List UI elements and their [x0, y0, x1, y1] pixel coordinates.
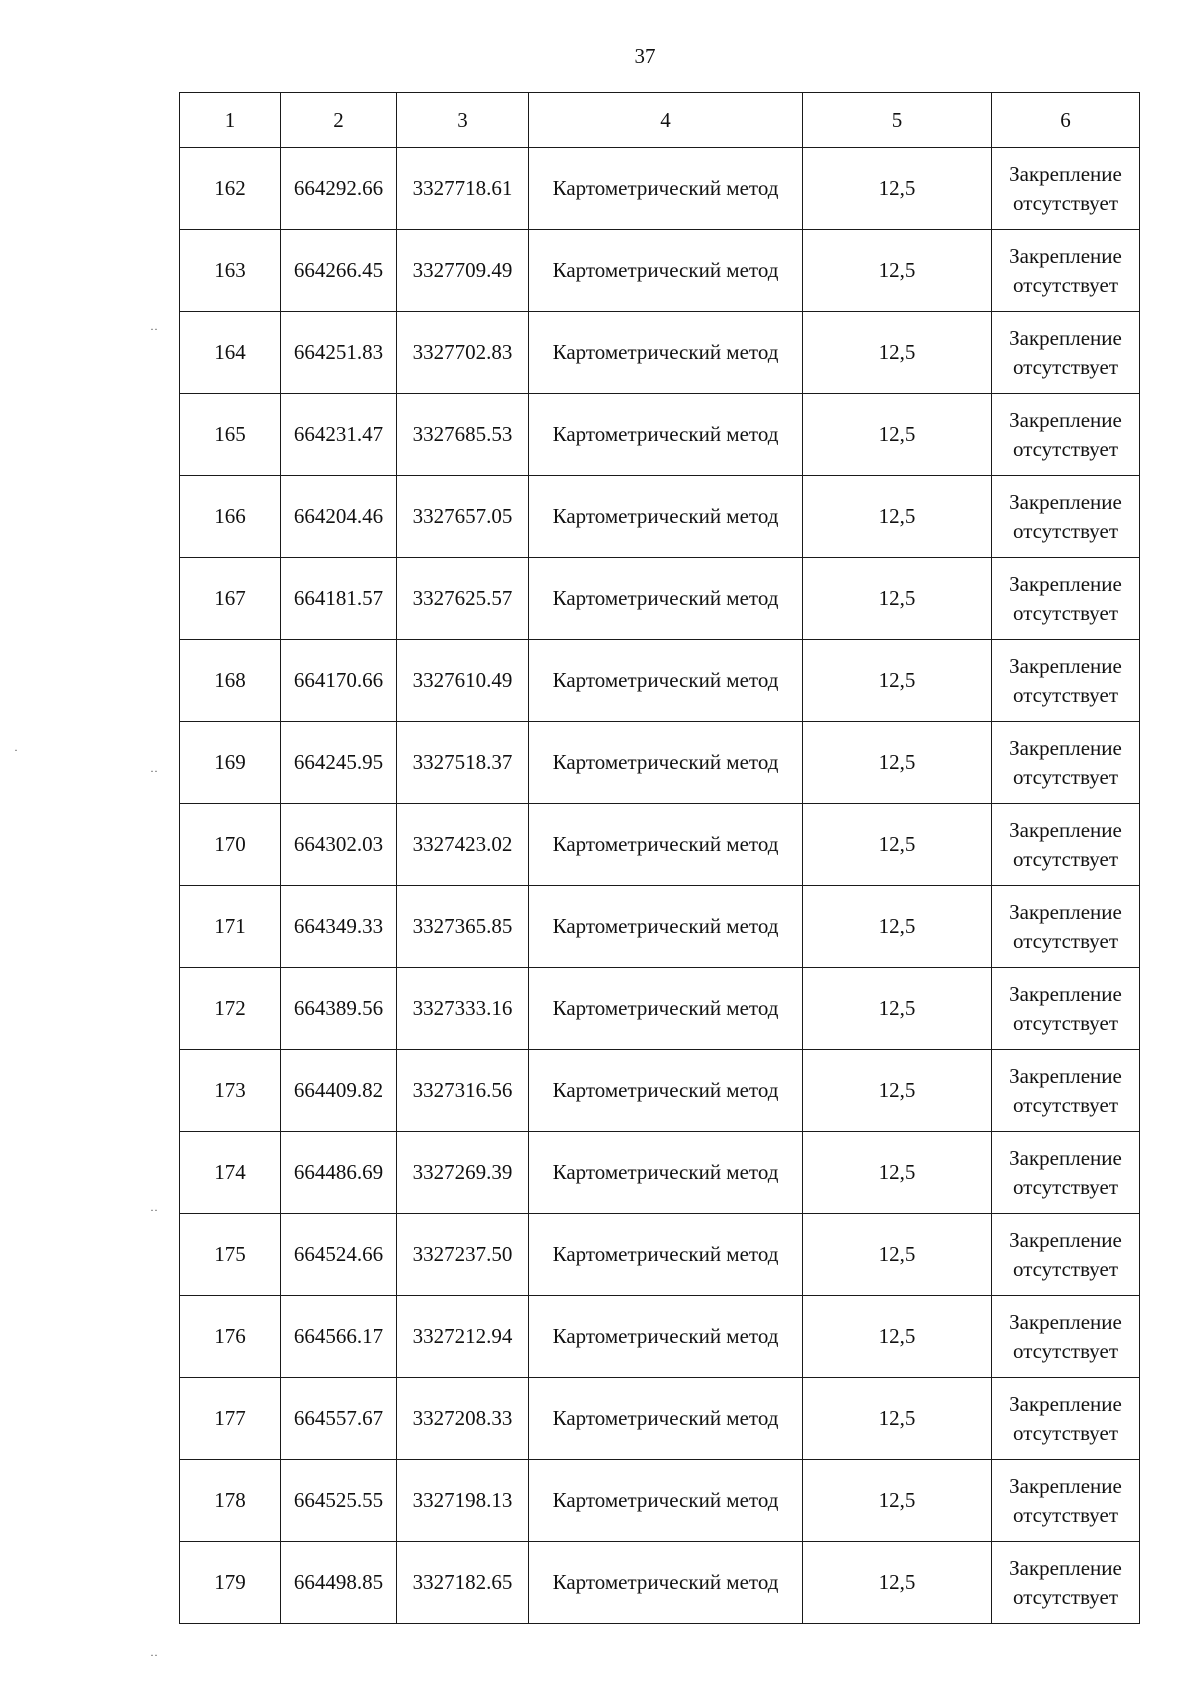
y-coordinate-cell: 3327685.53	[397, 394, 529, 476]
accuracy-cell: 12,5	[803, 640, 992, 722]
point-number-cell: 174	[180, 1132, 281, 1214]
accuracy-cell: 12,5	[803, 1460, 992, 1542]
y-coordinate-cell: 3327657.05	[397, 476, 529, 558]
table-row	[180, 394, 1140, 476]
point-number-cell: 164	[180, 312, 281, 394]
method-cell: Картометрический метод	[529, 804, 803, 886]
fixing-cell: Закрепление отсутствует	[992, 1132, 1140, 1214]
point-number-cell: 165	[180, 394, 281, 476]
table-row	[180, 1378, 1140, 1460]
table-header-row	[180, 93, 1140, 148]
x-coordinate-cell: 664409.82	[281, 1050, 397, 1132]
point-number-cell: 178	[180, 1460, 281, 1542]
y-coordinate-cell: 3327269.39	[397, 1132, 529, 1214]
y-coordinate-cell: 3327212.94	[397, 1296, 529, 1378]
y-coordinate-cell: 3327610.49	[397, 640, 529, 722]
y-coordinate-cell: 3327625.57	[397, 558, 529, 640]
fixing-cell: Закрепление отсутствует	[992, 312, 1140, 394]
accuracy-cell: 12,5	[803, 1296, 992, 1378]
scan-speck: ··	[150, 764, 158, 778]
point-number-cell: 175	[180, 1214, 281, 1296]
fixing-cell: Закрепление отсутствует	[992, 968, 1140, 1050]
page-number: 37	[634, 44, 656, 68]
y-coordinate-cell: 3327709.49	[397, 230, 529, 312]
x-coordinate-cell: 664292.66	[281, 148, 397, 230]
scan-speck: ··	[150, 1648, 158, 1662]
fixing-cell: Закрепление отсутствует	[992, 1378, 1140, 1460]
y-coordinate-cell: 3327365.85	[397, 886, 529, 968]
x-coordinate-cell: 664266.45	[281, 230, 397, 312]
point-number-cell: 179	[180, 1542, 281, 1624]
header-cell-4: 4	[529, 93, 803, 148]
accuracy-cell: 12,5	[803, 722, 992, 804]
y-coordinate-cell: 3327518.37	[397, 722, 529, 804]
fixing-cell: Закрепление отсутствует	[992, 886, 1140, 968]
accuracy-cell: 12,5	[803, 558, 992, 640]
point-number-cell: 163	[180, 230, 281, 312]
x-coordinate-cell: 664349.33	[281, 886, 397, 968]
scan-speck: ·	[14, 743, 18, 757]
x-coordinate-cell: 664251.83	[281, 312, 397, 394]
point-number-cell: 177	[180, 1378, 281, 1460]
method-cell: Картометрический метод	[529, 1378, 803, 1460]
table-row	[180, 1214, 1140, 1296]
y-coordinate-cell: 3327333.16	[397, 968, 529, 1050]
table-row	[180, 148, 1140, 230]
header-cell-5: 5	[803, 93, 992, 148]
accuracy-cell: 12,5	[803, 804, 992, 886]
accuracy-cell: 12,5	[803, 1378, 992, 1460]
point-number-cell: 169	[180, 722, 281, 804]
method-cell: Картометрический метод	[529, 722, 803, 804]
x-coordinate-cell: 664389.56	[281, 968, 397, 1050]
fixing-cell: Закрепление отсутствует	[992, 722, 1140, 804]
table-row	[180, 1050, 1140, 1132]
accuracy-cell: 12,5	[803, 394, 992, 476]
fixing-cell: Закрепление отсутствует	[992, 1460, 1140, 1542]
point-number-cell: 171	[180, 886, 281, 968]
table-row	[180, 1460, 1140, 1542]
y-coordinate-cell: 3327208.33	[397, 1378, 529, 1460]
table-row	[180, 476, 1140, 558]
method-cell: Картометрический метод	[529, 1460, 803, 1542]
header-cell-2: 2	[281, 93, 397, 148]
fixing-cell: Закрепление отсутствует	[992, 476, 1140, 558]
fixing-cell: Закрепление отсутствует	[992, 1214, 1140, 1296]
accuracy-cell: 12,5	[803, 1542, 992, 1624]
accuracy-cell: 12,5	[803, 968, 992, 1050]
fixing-cell: Закрепление отсутствует	[992, 148, 1140, 230]
table-row	[180, 804, 1140, 886]
fixing-cell: Закрепление отсутствует	[992, 394, 1140, 476]
x-coordinate-cell: 664231.47	[281, 394, 397, 476]
method-cell: Картометрический метод	[529, 1214, 803, 1296]
accuracy-cell: 12,5	[803, 476, 992, 558]
table-row	[180, 1542, 1140, 1624]
method-cell: Картометрический метод	[529, 886, 803, 968]
table-row	[180, 640, 1140, 722]
table-row	[180, 558, 1140, 640]
method-cell: Картометрический метод	[529, 394, 803, 476]
accuracy-cell: 12,5	[803, 1050, 992, 1132]
scan-speck: ··	[150, 322, 158, 336]
y-coordinate-cell: 3327316.56	[397, 1050, 529, 1132]
fixing-cell: Закрепление отсутствует	[992, 804, 1140, 886]
method-cell: Картометрический метод	[529, 968, 803, 1050]
y-coordinate-cell: 3327702.83	[397, 312, 529, 394]
accuracy-cell: 12,5	[803, 230, 992, 312]
header-cell-6: 6	[992, 93, 1140, 148]
table-row	[180, 722, 1140, 804]
header-cell-1: 1	[180, 93, 281, 148]
x-coordinate-cell: 664566.17	[281, 1296, 397, 1378]
table-row	[180, 1296, 1140, 1378]
point-number-cell: 168	[180, 640, 281, 722]
fixing-cell: Закрепление отсутствует	[992, 640, 1140, 722]
fixing-cell: Закрепление отсутствует	[992, 230, 1140, 312]
point-number-cell: 167	[180, 558, 281, 640]
point-number-cell: 166	[180, 476, 281, 558]
method-cell: Картометрический метод	[529, 312, 803, 394]
x-coordinate-cell: 664498.85	[281, 1542, 397, 1624]
scan-speck: ··	[150, 1203, 158, 1217]
y-coordinate-cell: 3327718.61	[397, 148, 529, 230]
coordinates-table	[179, 92, 1140, 1624]
method-cell: Картометрический метод	[529, 230, 803, 312]
accuracy-cell: 12,5	[803, 886, 992, 968]
x-coordinate-cell: 664486.69	[281, 1132, 397, 1214]
x-coordinate-cell: 664181.57	[281, 558, 397, 640]
method-cell: Картометрический метод	[529, 1132, 803, 1214]
fixing-cell: Закрепление отсутствует	[992, 558, 1140, 640]
fixing-cell: Закрепление отсутствует	[992, 1296, 1140, 1378]
x-coordinate-cell: 664557.67	[281, 1378, 397, 1460]
y-coordinate-cell: 3327237.50	[397, 1214, 529, 1296]
accuracy-cell: 12,5	[803, 148, 992, 230]
accuracy-cell: 12,5	[803, 1214, 992, 1296]
method-cell: Картометрический метод	[529, 558, 803, 640]
fixing-cell: Закрепление отсутствует	[992, 1050, 1140, 1132]
table-row	[180, 230, 1140, 312]
x-coordinate-cell: 664170.66	[281, 640, 397, 722]
y-coordinate-cell: 3327423.02	[397, 804, 529, 886]
point-number-cell: 170	[180, 804, 281, 886]
method-cell: Картометрический метод	[529, 640, 803, 722]
fixing-cell: Закрепление отсутствует	[992, 1542, 1140, 1624]
method-cell: Картометрический метод	[529, 1542, 803, 1624]
accuracy-cell: 12,5	[803, 312, 992, 394]
accuracy-cell: 12,5	[803, 1132, 992, 1214]
method-cell: Картометрический метод	[529, 148, 803, 230]
table-row	[180, 968, 1140, 1050]
x-coordinate-cell: 664204.46	[281, 476, 397, 558]
x-coordinate-cell: 664525.55	[281, 1460, 397, 1542]
x-coordinate-cell: 664524.66	[281, 1214, 397, 1296]
point-number-cell: 172	[180, 968, 281, 1050]
method-cell: Картометрический метод	[529, 1296, 803, 1378]
y-coordinate-cell: 3327198.13	[397, 1460, 529, 1542]
header-cell-3: 3	[397, 93, 529, 148]
method-cell: Картометрический метод	[529, 476, 803, 558]
method-cell: Картометрический метод	[529, 1050, 803, 1132]
x-coordinate-cell: 664245.95	[281, 722, 397, 804]
table-row	[180, 1132, 1140, 1214]
y-coordinate-cell: 3327182.65	[397, 1542, 529, 1624]
table-row	[180, 312, 1140, 394]
point-number-cell: 176	[180, 1296, 281, 1378]
point-number-cell: 173	[180, 1050, 281, 1132]
x-coordinate-cell: 664302.03	[281, 804, 397, 886]
table-row	[180, 886, 1140, 968]
point-number-cell: 162	[180, 148, 281, 230]
